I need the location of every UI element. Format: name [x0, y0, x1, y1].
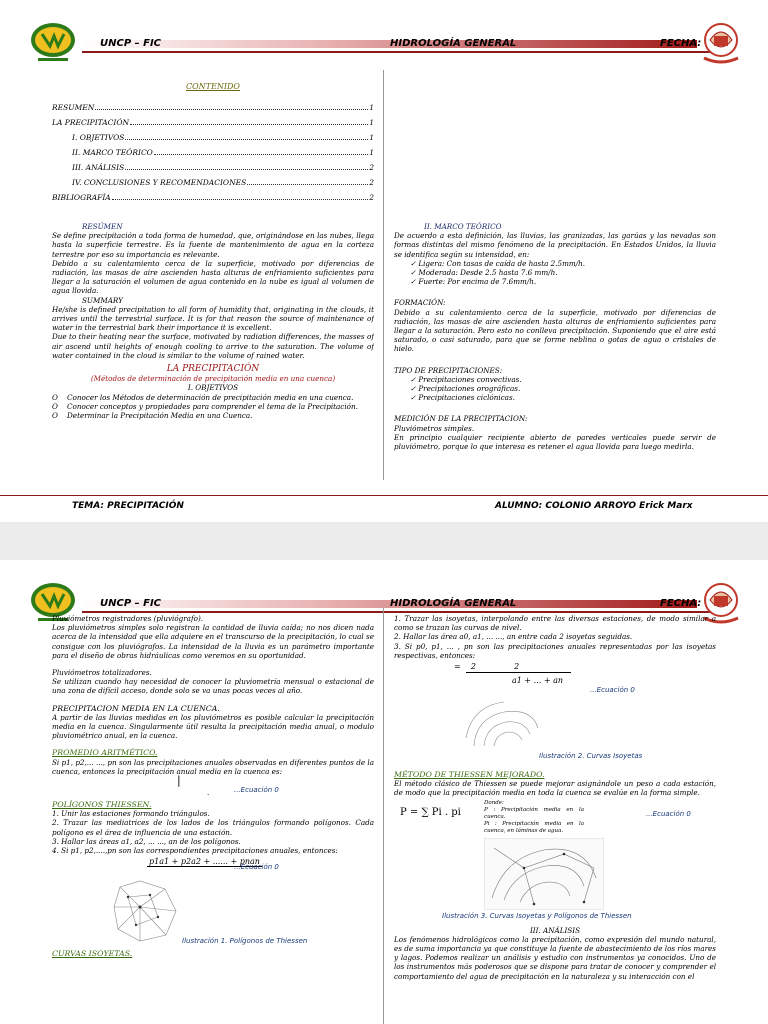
medicion-title: MEDICIÓN DE LA PRECIPITACION: [394, 414, 528, 424]
thiessen-step: 3. Hallar las áreas a1, a2, ... ..., an de los polígonos. [52, 836, 241, 846]
page-footer [0, 495, 768, 517]
isoyeta-formula: a1 + ... + an [512, 676, 563, 686]
intensity-item: ✓ Fuerte: Por encima de 7.6mm/h. [410, 277, 537, 287]
toc-item[interactable]: III. ANÁLISIS 2 [72, 163, 374, 172]
formacion-title: FORMACIÓN: [394, 298, 446, 308]
formula-bar: | [177, 774, 181, 788]
faculty-crest-icon [700, 18, 742, 66]
page-2 [0, 560, 768, 1024]
header-right: FECHA: [660, 38, 702, 49]
thiessen-step: 2. Trazar las mediatrices de los lados de los triángulos formando polígonos. Cada polígono es el área de influencia de una estación. [52, 818, 374, 837]
equation-label: ...Ecuación 0 [646, 809, 691, 818]
figure-1 [52, 877, 374, 947]
section-title: LA PRECIPITACIÓN [166, 364, 260, 375]
footer-tema: TEMA: PRECIPITACIÓN [72, 501, 184, 511]
check-icon: ✓ [410, 268, 417, 278]
marco-paragraph: De acuerdo a esta definición, las lluvias, las granizadas, las garúas y las nevadas son formas distintas del mismo fenómeno de la precipitación. En Estados Unidos, la lluvia se identifica según su intensidad, en: [394, 231, 716, 259]
equation-row [52, 776, 374, 800]
totalizadores-title: Pluviómetros totalizadores. [52, 668, 152, 678]
figure-caption: Ilustración 2. Curvas Isoyetas [539, 752, 643, 761]
right-column [394, 614, 716, 1024]
figure-2 [394, 694, 716, 762]
toc-item[interactable]: I. OBJETIVOS 1 [72, 133, 374, 142]
pluvio-title: Pluviómetros simples. [394, 423, 475, 433]
isoyeta-step: 3. Si p0, p1, ... , pn son las precipitaciones anuales representadas por las isoyetas respectivas, entonces: [394, 641, 716, 660]
intensity-item: ✓ Moderada: Desde 2.5 hasta 7.6 mm/h. [410, 268, 558, 278]
tipo-title: TIPO DE PRECIPITACIONES: [394, 365, 503, 375]
thiessen-step: 1. Unir las estaciones formando triángulos. [52, 809, 210, 819]
mejorado-paragraph: El método clásico de Thiessen se puede mejorar asignándole un peso a cada estación, de modo que la precipitación media en toda la cuenca se evalúe en la forma simple. [394, 779, 716, 798]
toc-item[interactable]: LA PRECIPITACIÓN 1 [52, 118, 374, 127]
equation-label: ...Ecuación 0 [234, 863, 279, 872]
resumen-paragraph: Debido a su calentamiento cerca de la superficie, motivado por diferencias de radiación, las masas de aire ascienden hasta alturas de enfriamiento suficientes para llegar a la saturación el volumen de agua contenido en la nube es igual al volumen de agua llovida. [52, 258, 374, 296]
check-icon: ✓ [410, 277, 417, 287]
promedio-title: PROMEDIO ARITMÉTICO. [52, 748, 158, 758]
intensity-item: ✓ Ligera: Con tasas de caída de hasta 2.5mm/h. [410, 258, 586, 268]
equation-row [394, 798, 716, 838]
header-center: HIDROLOGÍA GENERAL [390, 598, 517, 609]
column-divider [383, 608, 384, 1024]
formula-dot: · [207, 790, 210, 800]
resumen-paragraph: Se define precipitación a toda forma de humedad, que, originándose en las nubes, llega hasta la superficie terrestre. Es la fuente de mantenimiento de agua en la corteza terrestre por eso su importancia es relevante. [52, 231, 374, 259]
objective-item: O Conocer los Métodos de determinación de precipitación media en una cuenca. [52, 392, 354, 402]
left-column [52, 614, 374, 1024]
tipo-item: ✓ Precipitaciones orográficas. [410, 384, 521, 394]
toc-item[interactable]: RESUMEN 1 [52, 103, 374, 112]
equation-row [394, 660, 716, 694]
formula-legend: Donde: P : Precipitación media en la cuenca. Pi : Precipitación media en la cuenca, en láminas de agua. [484, 799, 584, 834]
formula-fraction-bar [466, 672, 571, 673]
figure-3 [394, 838, 716, 922]
header-right: FECHA: [660, 598, 702, 609]
equation-label: ...Ecuación 0 [234, 786, 279, 795]
registradores-paragraph: Los pluviómetros simples solo registran la cantidad de lluvia caída; no nos dicen nada acerca de la intensidad que ella adquiere en el transcurso de la precipitación, lo cual se consigue con los pluviógrafos. La intensidad de la lluvia es un parámetro importante para el diseño de obras hidráulicas como veremos en su oportunidad. [52, 623, 374, 660]
check-icon: ✓ [410, 374, 417, 384]
isoyeta-step: 1. Trazar las isoyetas, interpolando entre las diversas estaciones, de modo similar a como se trazan las curvas de nivel. [394, 614, 716, 633]
objective-item: O Conocer conceptos y propiedades para comprender el tema de la Precipitación. [52, 401, 358, 411]
thiessen-polygon-figure [110, 877, 180, 945]
section-subtitle: (Métodos de determinación de precipitación media en una cuenca) [90, 374, 336, 384]
toc-item[interactable]: BIBLIOGRAFÍA 2 [52, 193, 374, 202]
toc-item[interactable]: II. MARCO TEÓRICO 1 [72, 148, 374, 157]
thiessen-step: 4. Si p1, p2,....,pn son las correspondientes precipitaciones anuales, entonces: [52, 846, 338, 856]
media-paragraph: A partir de las lluvias medidas en los pluviómetros es posible calcular la precipitación media en la cuenca. Singularmente útil resulta la precipitación media anual, o modulo pluviométrico anual, en la cuenca. [52, 712, 374, 741]
toc-title: CONTENIDO [186, 82, 240, 91]
objectives-title: I. OBJETIVOS [187, 383, 239, 393]
analisis-paragraph: Los fenómenos hidrológicos como la precipitación, como expresión del mundo natural, es de suma importancia ya que constituye la fuente de abastecimiento de los ríos mares y lagos. Podemos realizar un análisis y estudio con instrumentos ya conocidos. Uno de los instrumentos más poderosos que se dispone para tratar de conocer y comprender el comportamiento del agua de precipitación en la naturaleza y su interacción con el [394, 934, 716, 981]
page-header [0, 12, 768, 62]
thiessen-title: POLÍGONOS THIESSEN. [52, 800, 152, 810]
equation-row [52, 855, 374, 877]
isoyetas-figure [464, 698, 544, 750]
thiessen-formula: p1a1 + p2a2 + ...... + pnan [149, 857, 260, 867]
registradores-title: Pluviómetros registradores (pluviógrafo). [52, 614, 204, 623]
figure-caption: Ilustración 3. Curvas Isoyetas y Polígonos de Thiessen [442, 911, 632, 920]
footer-alumno: ALUMNO: COLONIO ARROYO Erick Marx [495, 501, 693, 511]
left-column [52, 222, 374, 420]
summary-title: SUMMARY [82, 295, 123, 305]
promedio-paragraph: Si p1, p2,... ..., pn son las precipitaciones anuales observadas en diferentes puntos de la cuenca, entonces la precipitación anual media en la cuenca es: [52, 757, 374, 776]
right-column [394, 222, 716, 451]
header-center: HIDROLOGÍA GENERAL [390, 38, 517, 49]
summary-paragraph: Due to their heating near the surface, motivated by radiation differences, the masses of air ascend until heights of enough cooling to arrive to the saturation. The volume of water contained in the cloud is similar to the volume of rained water. [52, 332, 374, 360]
check-icon: ✓ [410, 258, 417, 268]
page-gap [0, 522, 768, 560]
summary-paragraph: He/she is defined precipitation to all form of humidity that, originating in the clouds, it arrives until the terrestrial surface. It is for that reason the source of maintenance of water in the terrestrial bark their importance it is excellent. [52, 304, 374, 333]
university-logo-icon [30, 20, 76, 66]
analisis-title: III. ANÁLISIS [529, 925, 581, 935]
tipo-item: ✓ Precipitaciones ciclónicas. [410, 393, 515, 403]
toc-item[interactable]: IV. CONCLUSIONES Y RECOMENDACIONES 2 [72, 178, 374, 187]
formula-numerator: = 2 2 [454, 662, 520, 672]
check-icon: ✓ [410, 384, 417, 394]
mejorado-title: MÉTODO DE THIESSEN MEJORADO. [394, 770, 545, 780]
figure-caption: Ilustración 1. Polígonos de Thiessen [182, 937, 308, 946]
weighted-formula: P = ∑ Pi . pi [400, 806, 461, 818]
header-left: UNCP – FIC [100, 598, 162, 609]
isoyetas-thiessen-figure [484, 838, 604, 910]
column-divider [383, 70, 384, 480]
totalizadores-paragraph: Se utilizan cuando hay necesidad de conocer la pluviometría mensual o estacional de una zona de difícil acceso, donde solo se va unas pocas veces al año. [52, 677, 374, 696]
pluvio-paragraph: En principio cualquier recipiente abierto de paredes verticales puede servir de pluviómetro, porque lo que interesa es retener el agua llovida para luego medirla. [394, 432, 716, 452]
objective-item: O Determinar la Precipitación Media en una Cuenca. [52, 411, 253, 421]
isoyeta-step: 2. Hallar las área a0, a1, ... ..., an entre cada 2 isoyetas seguidas. [394, 632, 633, 642]
media-title: PRECIPITACION MEDIA EN LA CUENCA. [52, 703, 220, 713]
equation-label: ...Ecuación 0 [590, 686, 635, 695]
marco-title: II. MARCO TEÓRICO [424, 222, 502, 231]
tipo-item: ✓ Precipitaciones convectivas. [410, 374, 522, 384]
resumen-title: RESÚMEN [82, 222, 123, 231]
curvas-title: CURVAS ISOYETAS. [52, 949, 133, 959]
formacion-paragraph: Debido a su calentamiento cerca de la superficie, motivado por diferencias de radiación, las masas de aire ascienden hasta alturas de enfriamiento suficientes para llegar a la saturación. Pero esto no conlleva precipitación. Suponiendo que el aire está saturado, o casi saturado, para que se forme neblina o gotas de agua o cristales de hielo. [394, 307, 716, 354]
header-left: UNCP – FIC [100, 38, 162, 49]
check-icon: ✓ [410, 393, 417, 403]
table-of-contents [52, 82, 374, 202]
